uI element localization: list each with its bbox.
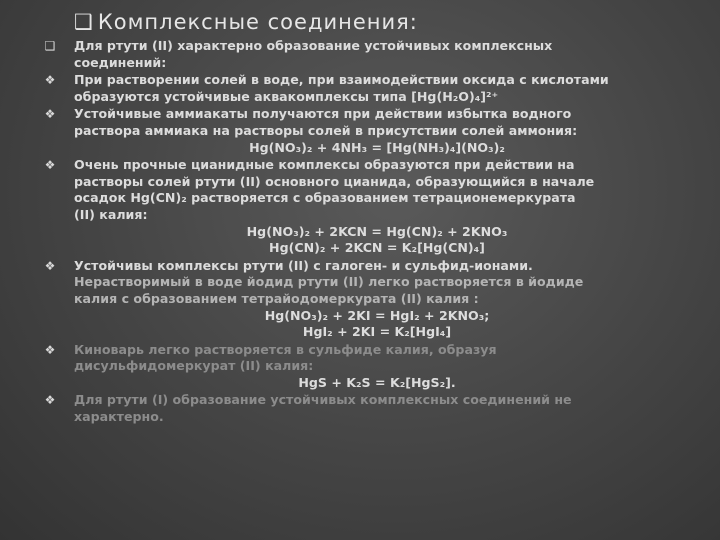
list-item <box>0 157 720 223</box>
title-bullet-icon: ❑ <box>74 10 94 34</box>
item-line: Для ртути (II) характерно образование устойчивых комплексных <box>74 38 553 53</box>
diamond-bullet-icon: ❖ <box>44 258 56 273</box>
diamond-bullet-icon: ❖ <box>44 342 56 357</box>
equation: Hg(CN)₂ + 2KCN = K₂[Hg(CN)₄] <box>269 240 485 256</box>
slide-content <box>0 38 720 426</box>
item-line: Очень прочные цианидные комплексы образуются при действии на <box>74 157 575 173</box>
item-line: осадок Hg(CN)₂ растворяется с образованием тетрационемеркурата <box>74 190 576 206</box>
item-line: При растворении солей в воде, при взаимодействии оксида с кислотами <box>74 72 609 88</box>
item-line: Для ртути (I) образование устойчивых комплексных соединений не <box>74 392 572 408</box>
slide-title <box>74 10 418 34</box>
equation: Hg(NO₃)₂ + 2KI = HgI₂ + 2KNO₃; <box>264 307 490 323</box>
list-item <box>0 392 720 425</box>
item-line: Нерастворимый в воде йодид ртути (II) легко растворяется в йодиде <box>74 274 584 290</box>
list-item <box>0 258 720 308</box>
item-line: растворы солей ртути (II) основного цианида, образующийся в начале <box>74 173 595 189</box>
item-line: Киноварь легко растворяется в сульфиде калия, образуя <box>74 341 497 357</box>
item-line: образуются устойчивые аквакомплексы типа [Hg(H₂O)₄]²⁺ <box>74 88 499 104</box>
item-line: калия с образованием тетрайодомеркурата (II) калия : <box>74 290 479 306</box>
equation: Hg(NO₃)₂ + 4NH₃ = [Hg(NH₃)₄](NO₃)₂ <box>249 139 505 155</box>
item-line: дисульфидомеркурат (II) калия: <box>74 358 314 374</box>
diamond-bullet-icon: ❖ <box>44 158 56 173</box>
diamond-bullet-icon: ❖ <box>44 107 56 122</box>
diamond-bullet-icon: ❖ <box>44 73 56 88</box>
square-bullet-icon: ❑ <box>44 39 56 53</box>
equation: HgI₂ + 2KI = K₂[HgI₄] <box>302 324 452 340</box>
slide-title-text: Комплексные соединения: <box>97 10 418 34</box>
item-line: (II) калия: <box>74 206 148 222</box>
equation: Hg(NO₃)₂ + 2KCN = Hg(CN)₂ + 2KNO₃ <box>246 223 508 239</box>
item-line: Устойчивые аммиакаты получаются при действии избытка водного <box>74 106 572 122</box>
item-line: раствора аммиака на растворы солей в присутствии солей аммония: <box>74 122 578 138</box>
equation: HgS + K₂S = K₂[HgS₂]. <box>298 374 456 390</box>
item-line: характерно. <box>74 409 164 425</box>
list-item <box>0 106 720 139</box>
list-item <box>0 38 720 71</box>
diamond-bullet-icon: ❖ <box>44 393 56 408</box>
item-line: Устойчивы комплексы ртути (II) с галоген- и сульфид-ионами. <box>74 257 533 273</box>
list-item <box>0 342 720 375</box>
list-item <box>0 72 720 105</box>
item-line: соединений: <box>74 54 167 70</box>
